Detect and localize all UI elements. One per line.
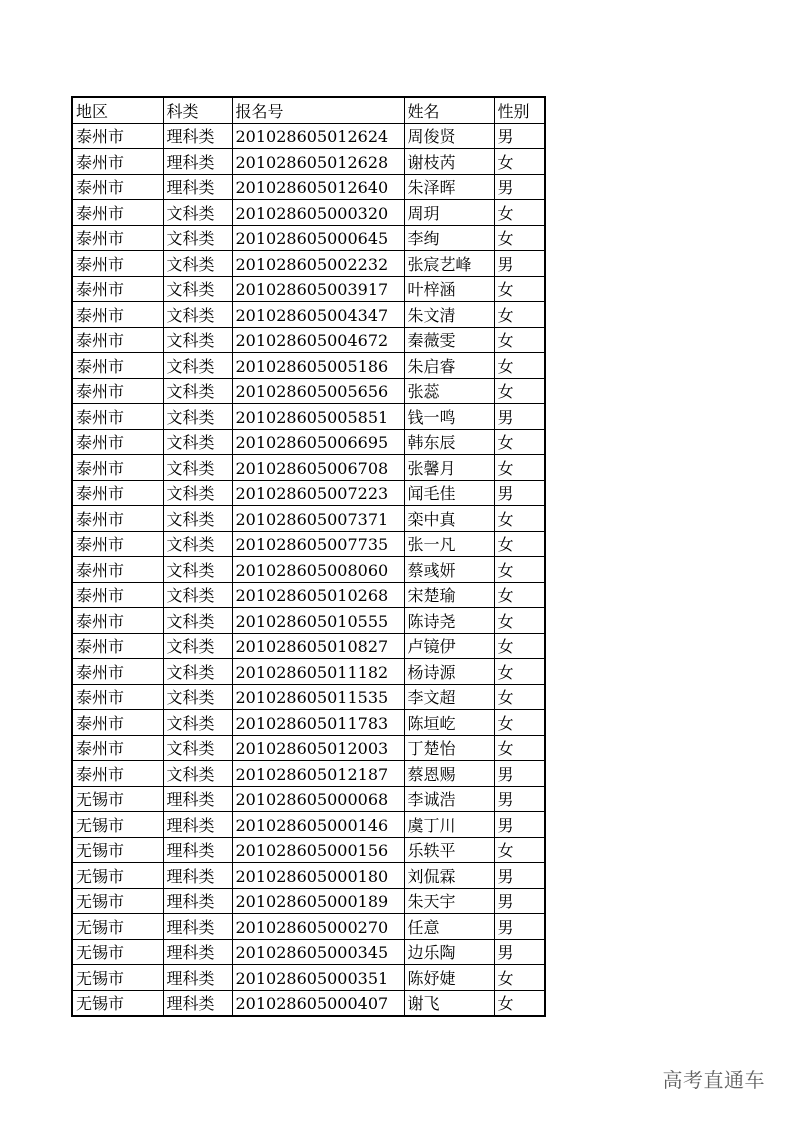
cell-category: 理科类 bbox=[163, 863, 232, 889]
cell-name: 朱启睿 bbox=[404, 353, 494, 379]
cell-gender: 女 bbox=[494, 353, 545, 379]
cell-category: 理科类 bbox=[163, 123, 232, 149]
cell-gender: 男 bbox=[494, 888, 545, 914]
cell-category: 理科类 bbox=[163, 990, 232, 1016]
cell-registration-number: 201028605011535 bbox=[232, 684, 404, 710]
cell-category: 理科类 bbox=[163, 174, 232, 200]
cell-registration-number: 201028605010555 bbox=[232, 608, 404, 634]
cell-name: 边乐陶 bbox=[404, 939, 494, 965]
cell-gender: 女 bbox=[494, 327, 545, 353]
cell-gender: 女 bbox=[494, 965, 545, 991]
cell-name: 杨诗源 bbox=[404, 659, 494, 685]
table-row bbox=[72, 353, 545, 379]
cell-region: 泰州市 bbox=[72, 659, 163, 685]
cell-registration-number: 201028605012187 bbox=[232, 761, 404, 787]
cell-gender: 女 bbox=[494, 429, 545, 455]
table-row bbox=[72, 965, 545, 991]
cell-category: 理科类 bbox=[163, 939, 232, 965]
cell-region: 泰州市 bbox=[72, 455, 163, 481]
table-row bbox=[72, 378, 545, 404]
cell-registration-number: 201028605000146 bbox=[232, 812, 404, 838]
cell-name: 周玥 bbox=[404, 200, 494, 226]
cell-gender: 男 bbox=[494, 174, 545, 200]
cell-name: 刘侃霖 bbox=[404, 863, 494, 889]
cell-category: 文科类 bbox=[163, 225, 232, 251]
table-row bbox=[72, 863, 545, 889]
cell-category: 理科类 bbox=[163, 914, 232, 940]
cell-region: 无锡市 bbox=[72, 965, 163, 991]
table-row bbox=[72, 429, 545, 455]
cell-category: 文科类 bbox=[163, 455, 232, 481]
cell-gender: 女 bbox=[494, 608, 545, 634]
cell-name: 陈垣屹 bbox=[404, 710, 494, 736]
cell-gender: 男 bbox=[494, 939, 545, 965]
table-row bbox=[72, 633, 545, 659]
cell-region: 泰州市 bbox=[72, 251, 163, 277]
cell-gender: 女 bbox=[494, 659, 545, 685]
cell-gender: 女 bbox=[494, 378, 545, 404]
cell-name: 朱天宇 bbox=[404, 888, 494, 914]
cell-region: 泰州市 bbox=[72, 761, 163, 787]
cell-region: 泰州市 bbox=[72, 429, 163, 455]
cell-region: 无锡市 bbox=[72, 990, 163, 1016]
cell-gender: 女 bbox=[494, 990, 545, 1016]
cell-registration-number: 201028605000351 bbox=[232, 965, 404, 991]
table-row bbox=[72, 659, 545, 685]
cell-name: 李文超 bbox=[404, 684, 494, 710]
table-row bbox=[72, 123, 545, 149]
cell-registration-number: 201028605007371 bbox=[232, 506, 404, 532]
cell-name: 谢枝芮 bbox=[404, 149, 494, 175]
cell-name: 叶梓涵 bbox=[404, 276, 494, 302]
table-row bbox=[72, 174, 545, 200]
table-row bbox=[72, 149, 545, 175]
table-row bbox=[72, 735, 545, 761]
cell-gender: 男 bbox=[494, 914, 545, 940]
cell-category: 文科类 bbox=[163, 710, 232, 736]
cell-registration-number: 201028605000189 bbox=[232, 888, 404, 914]
cell-region: 泰州市 bbox=[72, 480, 163, 506]
table-row bbox=[72, 404, 545, 430]
cell-name: 陈妤婕 bbox=[404, 965, 494, 991]
cell-registration-number: 201028605011182 bbox=[232, 659, 404, 685]
cell-registration-number: 201028605007223 bbox=[232, 480, 404, 506]
cell-registration-number: 201028605012624 bbox=[232, 123, 404, 149]
table-row bbox=[72, 276, 545, 302]
cell-category: 文科类 bbox=[163, 429, 232, 455]
table-row bbox=[72, 506, 545, 532]
cell-name: 韩东辰 bbox=[404, 429, 494, 455]
table-row bbox=[72, 455, 545, 481]
cell-region: 泰州市 bbox=[72, 378, 163, 404]
cell-region: 泰州市 bbox=[72, 608, 163, 634]
cell-name: 陈诗尧 bbox=[404, 608, 494, 634]
cell-gender: 女 bbox=[494, 582, 545, 608]
cell-registration-number: 201028605008060 bbox=[232, 557, 404, 583]
cell-region: 泰州市 bbox=[72, 557, 163, 583]
cell-category: 文科类 bbox=[163, 761, 232, 787]
cell-gender: 女 bbox=[494, 506, 545, 532]
cell-name: 乐轶平 bbox=[404, 837, 494, 863]
cell-registration-number: 201028605005186 bbox=[232, 353, 404, 379]
cell-gender: 女 bbox=[494, 837, 545, 863]
cell-name: 朱泽晖 bbox=[404, 174, 494, 200]
cell-category: 文科类 bbox=[163, 608, 232, 634]
cell-region: 无锡市 bbox=[72, 888, 163, 914]
cell-registration-number: 201028605012003 bbox=[232, 735, 404, 761]
cell-registration-number: 201028605000180 bbox=[232, 863, 404, 889]
cell-name: 栾中真 bbox=[404, 506, 494, 532]
table-row bbox=[72, 837, 545, 863]
cell-category: 理科类 bbox=[163, 888, 232, 914]
cell-registration-number: 201028605000068 bbox=[232, 786, 404, 812]
cell-region: 泰州市 bbox=[72, 404, 163, 430]
cell-region: 泰州市 bbox=[72, 302, 163, 328]
cell-name: 朱文清 bbox=[404, 302, 494, 328]
cell-gender: 女 bbox=[494, 200, 545, 226]
table-row bbox=[72, 582, 545, 608]
cell-category: 理科类 bbox=[163, 786, 232, 812]
table-row bbox=[72, 480, 545, 506]
cell-name: 任意 bbox=[404, 914, 494, 940]
table-row bbox=[72, 608, 545, 634]
cell-category: 文科类 bbox=[163, 378, 232, 404]
cell-category: 文科类 bbox=[163, 276, 232, 302]
cell-gender: 女 bbox=[494, 455, 545, 481]
table-row bbox=[72, 761, 545, 787]
table-row bbox=[72, 684, 545, 710]
cell-gender: 男 bbox=[494, 863, 545, 889]
cell-category: 文科类 bbox=[163, 302, 232, 328]
cell-name: 蔡彧妍 bbox=[404, 557, 494, 583]
cell-gender: 男 bbox=[494, 480, 545, 506]
cell-registration-number: 201028605012640 bbox=[232, 174, 404, 200]
cell-category: 文科类 bbox=[163, 200, 232, 226]
cell-registration-number: 201028605005656 bbox=[232, 378, 404, 404]
table-row bbox=[72, 888, 545, 914]
cell-name: 钱一鸣 bbox=[404, 404, 494, 430]
cell-category: 理科类 bbox=[163, 812, 232, 838]
cell-region: 无锡市 bbox=[72, 914, 163, 940]
table-row bbox=[72, 557, 545, 583]
cell-registration-number: 201028605000270 bbox=[232, 914, 404, 940]
cell-category: 文科类 bbox=[163, 480, 232, 506]
cell-name: 李绚 bbox=[404, 225, 494, 251]
cell-region: 泰州市 bbox=[72, 353, 163, 379]
cell-gender: 女 bbox=[494, 302, 545, 328]
header-row bbox=[72, 97, 545, 123]
table-row bbox=[72, 914, 545, 940]
table-row bbox=[72, 990, 545, 1016]
cell-category: 理科类 bbox=[163, 149, 232, 175]
cell-name: 蔡恩赐 bbox=[404, 761, 494, 787]
table-row bbox=[72, 812, 545, 838]
cell-gender: 女 bbox=[494, 149, 545, 175]
table-row bbox=[72, 302, 545, 328]
table-row bbox=[72, 225, 545, 251]
cell-registration-number: 201028605000407 bbox=[232, 990, 404, 1016]
cell-region: 泰州市 bbox=[72, 633, 163, 659]
cell-category: 文科类 bbox=[163, 659, 232, 685]
cell-registration-number: 201028605006708 bbox=[232, 455, 404, 481]
cell-category: 理科类 bbox=[163, 965, 232, 991]
cell-gender: 女 bbox=[494, 225, 545, 251]
header-gender: 性别 bbox=[494, 97, 545, 123]
cell-region: 泰州市 bbox=[72, 225, 163, 251]
cell-registration-number: 201028605000345 bbox=[232, 939, 404, 965]
cell-category: 理科类 bbox=[163, 837, 232, 863]
cell-name: 宋楚瑜 bbox=[404, 582, 494, 608]
cell-registration-number: 201028605000320 bbox=[232, 200, 404, 226]
cell-registration-number: 201028605004672 bbox=[232, 327, 404, 353]
cell-gender: 男 bbox=[494, 761, 545, 787]
cell-name: 虞丁川 bbox=[404, 812, 494, 838]
cell-region: 无锡市 bbox=[72, 939, 163, 965]
cell-region: 无锡市 bbox=[72, 786, 163, 812]
cell-registration-number: 201028605005851 bbox=[232, 404, 404, 430]
table-row bbox=[72, 710, 545, 736]
cell-region: 泰州市 bbox=[72, 735, 163, 761]
cell-name: 丁楚怡 bbox=[404, 735, 494, 761]
header-region: 地区 bbox=[72, 97, 163, 123]
cell-registration-number: 201028605012628 bbox=[232, 149, 404, 175]
table-row bbox=[72, 200, 545, 226]
header-registration-number: 报名号 bbox=[232, 97, 404, 123]
cell-registration-number: 201028605011783 bbox=[232, 710, 404, 736]
table-row bbox=[72, 251, 545, 277]
cell-gender: 女 bbox=[494, 710, 545, 736]
cell-name: 张蕊 bbox=[404, 378, 494, 404]
cell-category: 文科类 bbox=[163, 582, 232, 608]
cell-region: 泰州市 bbox=[72, 710, 163, 736]
cell-gender: 女 bbox=[494, 531, 545, 557]
table-body bbox=[72, 123, 545, 1016]
cell-name: 闻毛佳 bbox=[404, 480, 494, 506]
watermark-text: 高考直通车 bbox=[662, 1068, 765, 1092]
cell-category: 文科类 bbox=[163, 557, 232, 583]
cell-region: 泰州市 bbox=[72, 174, 163, 200]
cell-gender: 男 bbox=[494, 404, 545, 430]
cell-gender: 女 bbox=[494, 735, 545, 761]
cell-gender: 女 bbox=[494, 557, 545, 583]
cell-name: 秦薇雯 bbox=[404, 327, 494, 353]
cell-category: 文科类 bbox=[163, 531, 232, 557]
cell-category: 文科类 bbox=[163, 327, 232, 353]
cell-region: 无锡市 bbox=[72, 863, 163, 889]
cell-region: 无锡市 bbox=[72, 837, 163, 863]
cell-registration-number: 201028605007735 bbox=[232, 531, 404, 557]
cell-category: 文科类 bbox=[163, 506, 232, 532]
cell-region: 泰州市 bbox=[72, 506, 163, 532]
cell-gender: 男 bbox=[494, 812, 545, 838]
cell-region: 泰州市 bbox=[72, 200, 163, 226]
cell-category: 文科类 bbox=[163, 251, 232, 277]
cell-registration-number: 201028605006695 bbox=[232, 429, 404, 455]
cell-category: 文科类 bbox=[163, 684, 232, 710]
cell-name: 周俊贤 bbox=[404, 123, 494, 149]
cell-category: 文科类 bbox=[163, 633, 232, 659]
spreadsheet-page bbox=[71, 96, 546, 1017]
cell-gender: 女 bbox=[494, 684, 545, 710]
cell-region: 无锡市 bbox=[72, 812, 163, 838]
cell-name: 张一凡 bbox=[404, 531, 494, 557]
cell-gender: 女 bbox=[494, 633, 545, 659]
table-row bbox=[72, 786, 545, 812]
cell-registration-number: 201028605010268 bbox=[232, 582, 404, 608]
cell-region: 泰州市 bbox=[72, 582, 163, 608]
cell-registration-number: 201028605003917 bbox=[232, 276, 404, 302]
cell-region: 泰州市 bbox=[72, 684, 163, 710]
cell-registration-number: 201028605004347 bbox=[232, 302, 404, 328]
cell-registration-number: 201028605002232 bbox=[232, 251, 404, 277]
admission-list-table bbox=[71, 96, 546, 1017]
cell-name: 李诚浩 bbox=[404, 786, 494, 812]
cell-gender: 男 bbox=[494, 786, 545, 812]
header-category: 科类 bbox=[163, 97, 232, 123]
header-name: 姓名 bbox=[404, 97, 494, 123]
cell-registration-number: 201028605000156 bbox=[232, 837, 404, 863]
cell-region: 泰州市 bbox=[72, 149, 163, 175]
cell-name: 张宸艺峰 bbox=[404, 251, 494, 277]
cell-category: 文科类 bbox=[163, 735, 232, 761]
cell-registration-number: 201028605000645 bbox=[232, 225, 404, 251]
cell-name: 张馨月 bbox=[404, 455, 494, 481]
table-row bbox=[72, 939, 545, 965]
cell-registration-number: 201028605010827 bbox=[232, 633, 404, 659]
cell-region: 泰州市 bbox=[72, 123, 163, 149]
cell-name: 谢飞 bbox=[404, 990, 494, 1016]
cell-name: 卢镜伊 bbox=[404, 633, 494, 659]
cell-gender: 男 bbox=[494, 123, 545, 149]
cell-gender: 男 bbox=[494, 251, 545, 277]
cell-region: 泰州市 bbox=[72, 327, 163, 353]
cell-gender: 女 bbox=[494, 276, 545, 302]
table-row bbox=[72, 327, 545, 353]
cell-category: 文科类 bbox=[163, 404, 232, 430]
cell-region: 泰州市 bbox=[72, 531, 163, 557]
cell-category: 文科类 bbox=[163, 353, 232, 379]
cell-region: 泰州市 bbox=[72, 276, 163, 302]
table-row bbox=[72, 531, 545, 557]
